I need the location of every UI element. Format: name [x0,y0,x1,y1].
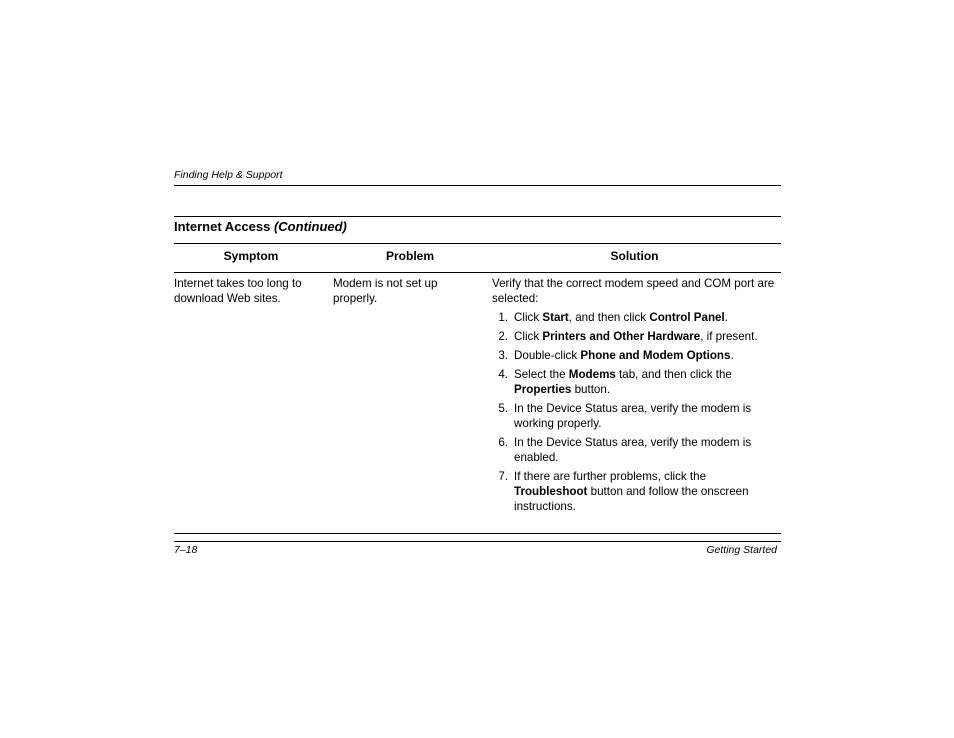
step-item: 6. In the Device Status area, verify the modem is enabled. [498,436,752,464]
header-rule [174,185,781,186]
step-item: 5. In the Device Status area, verify the modem is working properly. [498,402,752,430]
step-item: 4. Select the Modems tab, and then click the Properties button. [498,368,732,396]
step-item: 1. Click Start, and then click Control Panel. [498,311,728,324]
section-title-suffix: (Continued) [273,219,347,234]
symptom-text: Internet takes too long to download Web sites. [174,277,302,305]
page-number: 7–18 [174,544,198,556]
solution-steps [492,310,777,514]
cell-symptom [174,276,314,306]
cell-solution [492,276,777,518]
table-top-rule [174,216,781,217]
running-header: Finding Help & Support [174,169,283,181]
section-title [174,218,347,235]
footer-rule [174,541,781,542]
solution-intro: Verify that the correct modem speed and COM port are selected: [492,277,775,305]
column-header-symptom: Symptom [223,249,279,263]
column-header-solution: Solution [610,249,659,263]
step-item: 2. Click Printers and Other Hardware, if present. [498,330,758,343]
header-row-bottom-rule [174,272,781,273]
column-header-problem: Problem [385,249,434,263]
footer-book-title: Getting Started [706,544,777,556]
step-item: 3. Double-click Phone and Modem Options. [498,349,734,362]
section-title-main: Internet Access [174,219,271,234]
table-bottom-rule [174,533,781,534]
problem-text: Modem is not set up properly. [333,277,438,305]
header-row-top-rule [174,243,781,244]
cell-problem [333,276,458,306]
step-item: 7. If there are further problems, click the Troubleshoot button and follow the onscreen instructions. [498,470,749,513]
